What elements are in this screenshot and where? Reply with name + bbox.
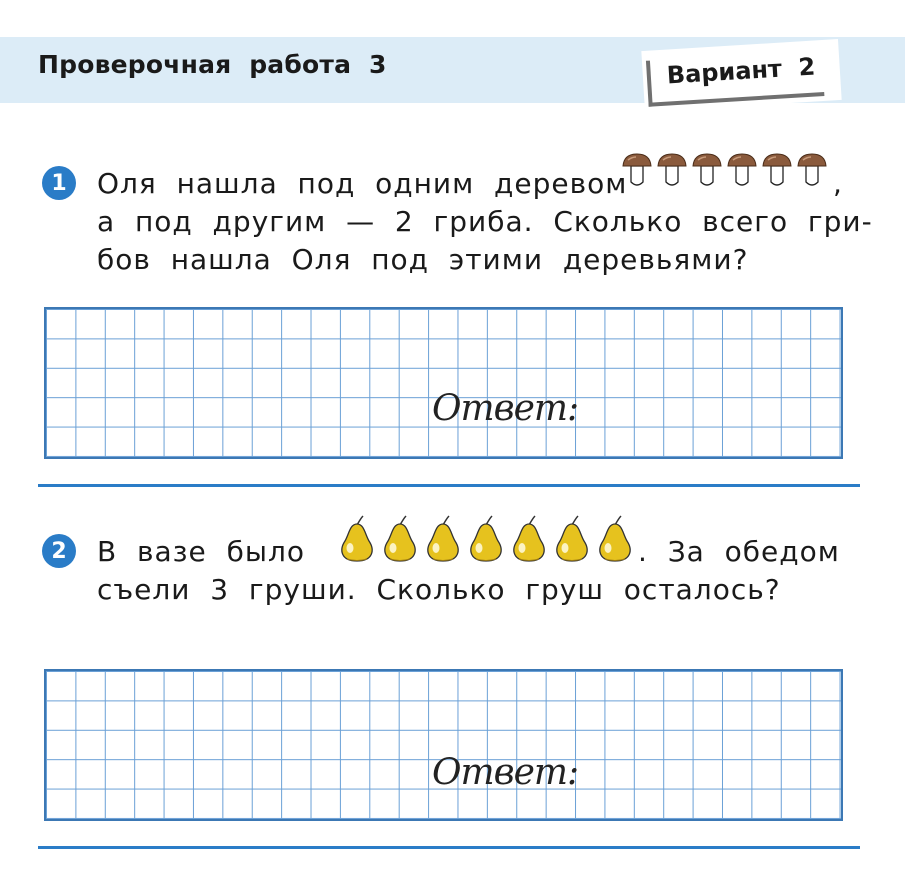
answer-label: Ответ: <box>432 752 579 793</box>
page-title: Проверочная работа 3 <box>38 50 387 79</box>
pear-icon <box>428 516 458 561</box>
mushroom-icon <box>728 154 756 185</box>
task-text-line: , <box>833 167 843 200</box>
pear-icon <box>342 516 372 561</box>
task-text-line: . За обедом <box>638 535 840 568</box>
variant-label: Вариант 2 <box>666 52 817 90</box>
mushroom-icon <box>798 154 826 185</box>
mushroom-icons <box>620 150 840 194</box>
divider-line <box>38 846 860 849</box>
task-number-badge: 1 <box>42 166 76 200</box>
variant-box <box>641 39 841 112</box>
pear-icons <box>336 513 636 565</box>
divider-line <box>38 484 860 487</box>
pear-icon <box>600 516 630 561</box>
task-text-line: а под другим — 2 гриба. Сколько всего гри- <box>97 205 873 238</box>
answer-grid[interactable] <box>44 307 843 459</box>
pear-icon <box>514 516 544 561</box>
answer-label: Ответ: <box>432 388 579 429</box>
mushroom-icon <box>623 154 651 185</box>
mushroom-icon <box>693 154 721 185</box>
task-number-badge: 2 <box>42 534 76 568</box>
task-text-line: бов нашла Оля под этими деревьями? <box>97 243 749 276</box>
task-text-line: Оля нашла под одним деревом <box>97 167 628 200</box>
task-text-line: съели 3 груши. Сколько груш осталось? <box>97 573 781 606</box>
mushroom-icon <box>658 154 686 185</box>
pear-icon <box>557 516 587 561</box>
pear-icon <box>471 516 501 561</box>
task-text-line: В вазе было <box>97 535 305 568</box>
pear-icon <box>385 516 415 561</box>
mushroom-icon <box>763 154 791 185</box>
answer-grid[interactable] <box>44 669 843 821</box>
